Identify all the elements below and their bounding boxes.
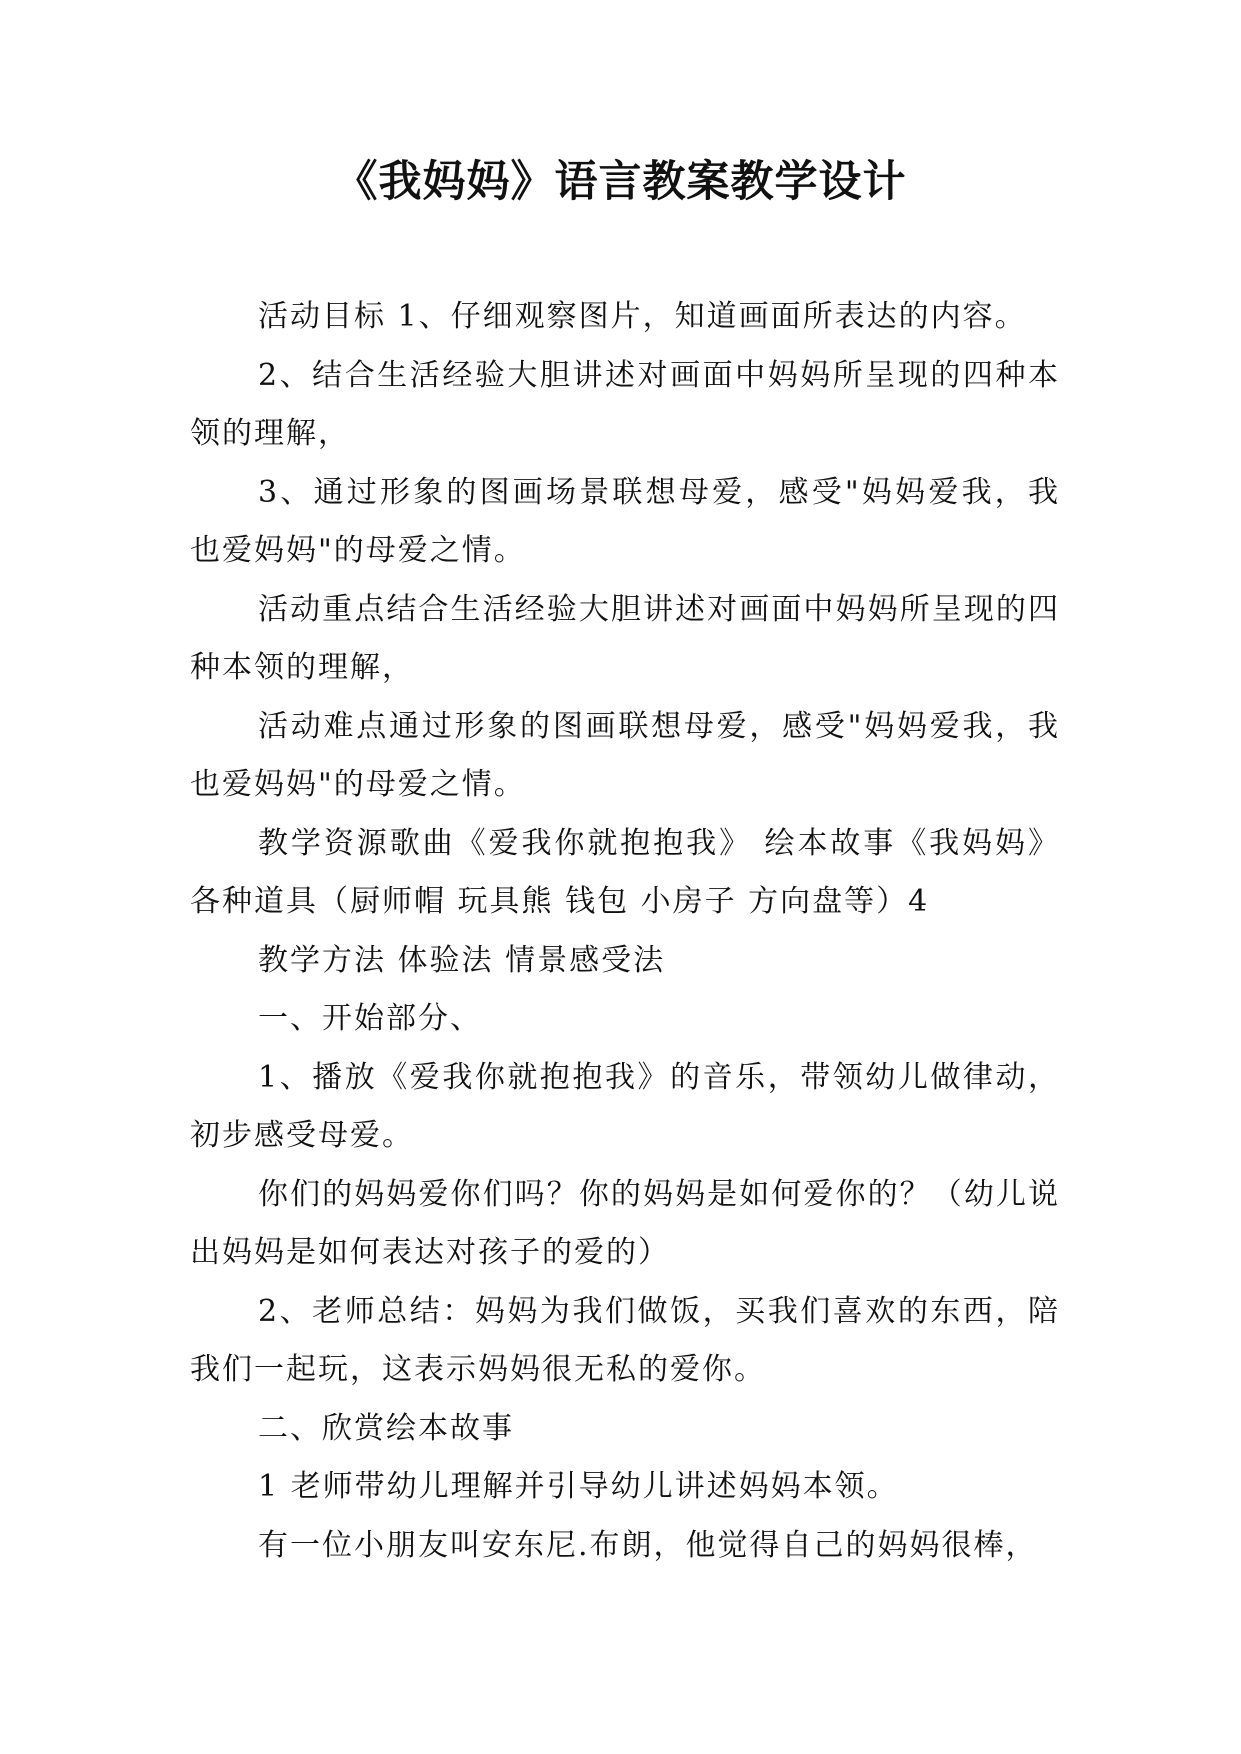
document-body — [190, 288, 1060, 1575]
paragraph: 活动难点通过形象的图画联想母爱，感受"妈妈爱我，我也爱妈妈"的母爱之情。 — [190, 708, 1060, 802]
paragraph: 二、欣赏绘本故事 — [258, 1410, 514, 1446]
paragraph: 教学方法 体验法 情景感受法 — [258, 942, 666, 978]
document-title: 《我妈妈》语言教案教学设计 — [334, 157, 907, 207]
paragraph: 教学资源歌曲《爱我你就抱抱我》 绘本故事《我妈妈》各种道具（厨师帽 玩具熊 钱包 小房子 方向盘等）4 — [190, 825, 1060, 919]
paragraph: 2、老师总结：妈妈为我们做饭，买我们喜欢的东西，陪我们一起玩，这表示妈妈很无私的爱你。 — [190, 1293, 1060, 1387]
paragraph: 你们的妈妈爱你们吗？你的妈妈是如何爱你的？（幼儿说出妈妈是如何表达对孩子的爱的） — [190, 1176, 1060, 1270]
paragraph: 3、通过形象的图画场景联想母爱，感受"妈妈爱我，我也爱妈妈"的母爱之情。 — [190, 474, 1060, 568]
paragraph: 2、结合生活经验大胆讲述对画面中妈妈所呈现的四种本领的理解， — [190, 357, 1060, 451]
paragraph: 有一位小朋友叫安东尼.布朗，他觉得自己的妈妈很棒， — [258, 1527, 1038, 1563]
paragraph: 1、播放《爱我你就抱抱我》的音乐，带领幼儿做律动，初步感受母爱。 — [190, 1059, 1060, 1153]
paragraph: 1 老师带幼儿理解并引导幼儿讲述妈妈本领。 — [258, 1469, 899, 1504]
paragraph: 活动目标 1、仔细观察图片，知道画面所表达的内容。 — [258, 299, 1027, 334]
paragraph: 活动重点结合生活经验大胆讲述对画面中妈妈所呈现的四种本领的理解， — [190, 591, 1060, 685]
paragraph: 一、开始部分、 — [258, 1001, 482, 1036]
